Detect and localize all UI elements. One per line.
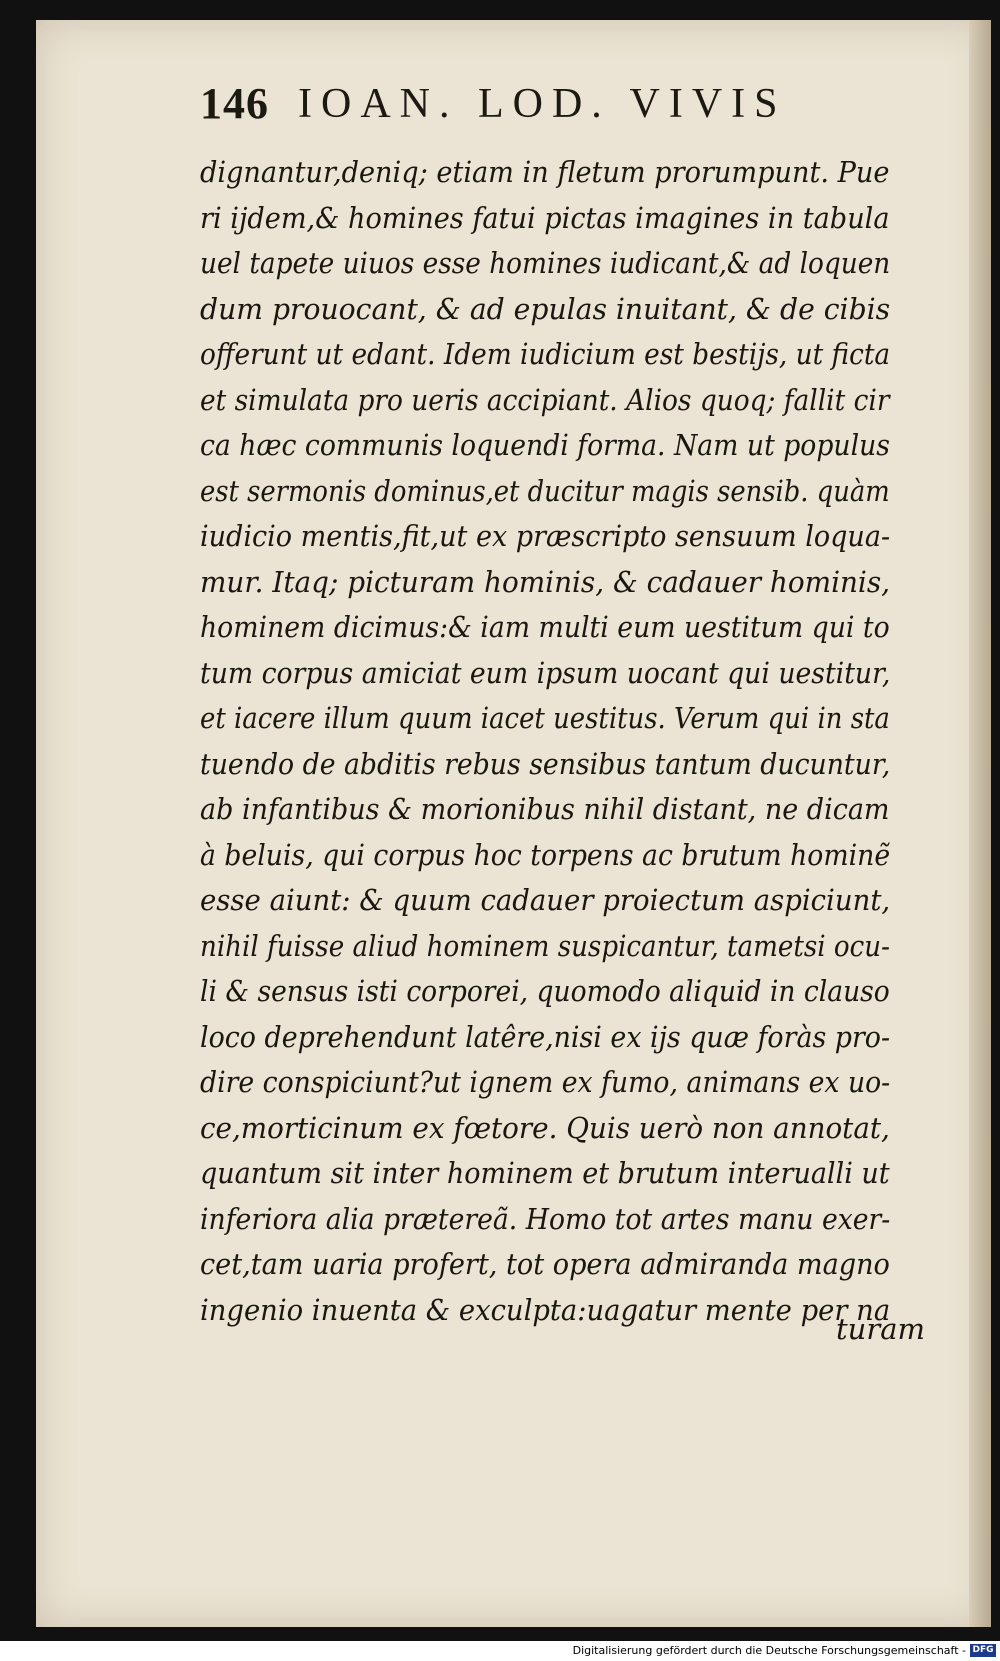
body-text <box>200 150 900 1333</box>
footer-bar <box>0 1641 1000 1661</box>
running-title: IOAN. LOD. VIVIS <box>298 81 787 127</box>
text-line: hominem dicimus:& iam multi eum uestitum qui to <box>200 610 890 644</box>
text-line: mur. Itaq; picturam hominis, & cadauer hominis, <box>200 564 891 599</box>
text-line: tum corpus amiciat eum ipsum uocant qui uestitur, <box>200 655 891 690</box>
text-line: dignantur,deniq; etiam in fletum prorumpunt. Pue <box>200 155 890 189</box>
page-number: 146 <box>200 79 269 128</box>
funding-credit: Digitalisierung gefördert durch die Deutsche Forschungsgemeinschaft - <box>572 1644 966 1657</box>
dfg-logo: DFG <box>970 1644 996 1657</box>
text-line: et simulata pro ueris accipiant. Alios quoq; fallit cir <box>200 382 890 417</box>
text-line: à beluis, qui corpus hoc torpens ac brutum hominẽ <box>200 837 891 872</box>
text-line: ca hæc communis loquendi forma. Nam ut populus <box>200 428 890 462</box>
text-line: ab infantibus & morionibus nihil distant, ne dicam <box>200 792 890 826</box>
text-line: loco deprehendunt latêre,nisi ex ijs quæ foràs pro- <box>200 1019 891 1054</box>
text-line: quantum sit inter hominem et brutum interualli ut <box>200 1156 890 1190</box>
text-line: cet,tam uaria profert, tot opera admiranda magno <box>200 1247 890 1281</box>
page-gutter-shadow <box>969 20 991 1627</box>
text-line: esse aiunt: & quum cadauer proiectum aspiciunt, <box>200 883 891 917</box>
text-line: iudicio mentis,fit,ut ex præscripto sensuum loqua- <box>200 519 891 553</box>
text-line: tuendo de abditis rebus sensibus tantum ducuntur, <box>200 746 891 781</box>
text-line: est sermonis dominus,et ducitur magis sensib. quàm <box>200 473 890 508</box>
text-line: nihil fuisse aliud hominem suspicantur, tametsi ocu- <box>200 928 890 963</box>
catchword: turam <box>836 1312 925 1346</box>
text-line: li & sensus isti corporei, quomodo aliquid in clauso <box>200 974 890 1008</box>
text-line: offerunt ut edant. Idem iudicium est bestijs, ut ficta <box>200 337 891 371</box>
text-line: dum prouocant, & ad epulas inuitant, & de cibis <box>200 291 891 326</box>
text-line: inferiora alia prætereã. Homo tot artes manu exer- <box>200 1201 891 1236</box>
text-line: uel tapete uiuos esse homines iudicant,& ad loquen <box>200 246 891 280</box>
running-header <box>200 78 900 138</box>
text-line: dire conspiciunt?ut ignem ex fumo, animans ex uo- <box>200 1065 891 1099</box>
text-line: ri ijdem,& homines fatui pictas imagines in tabula <box>200 200 890 235</box>
text-line: et iacere illum quum iacet uestitus. Verum qui in sta <box>200 701 890 735</box>
text-line: ce,morticinum ex fœtore. Quis uerò non annotat, <box>200 1110 890 1145</box>
text-line: ingenio inuenta & exculpta:uagatur mente per na <box>200 1292 891 1327</box>
